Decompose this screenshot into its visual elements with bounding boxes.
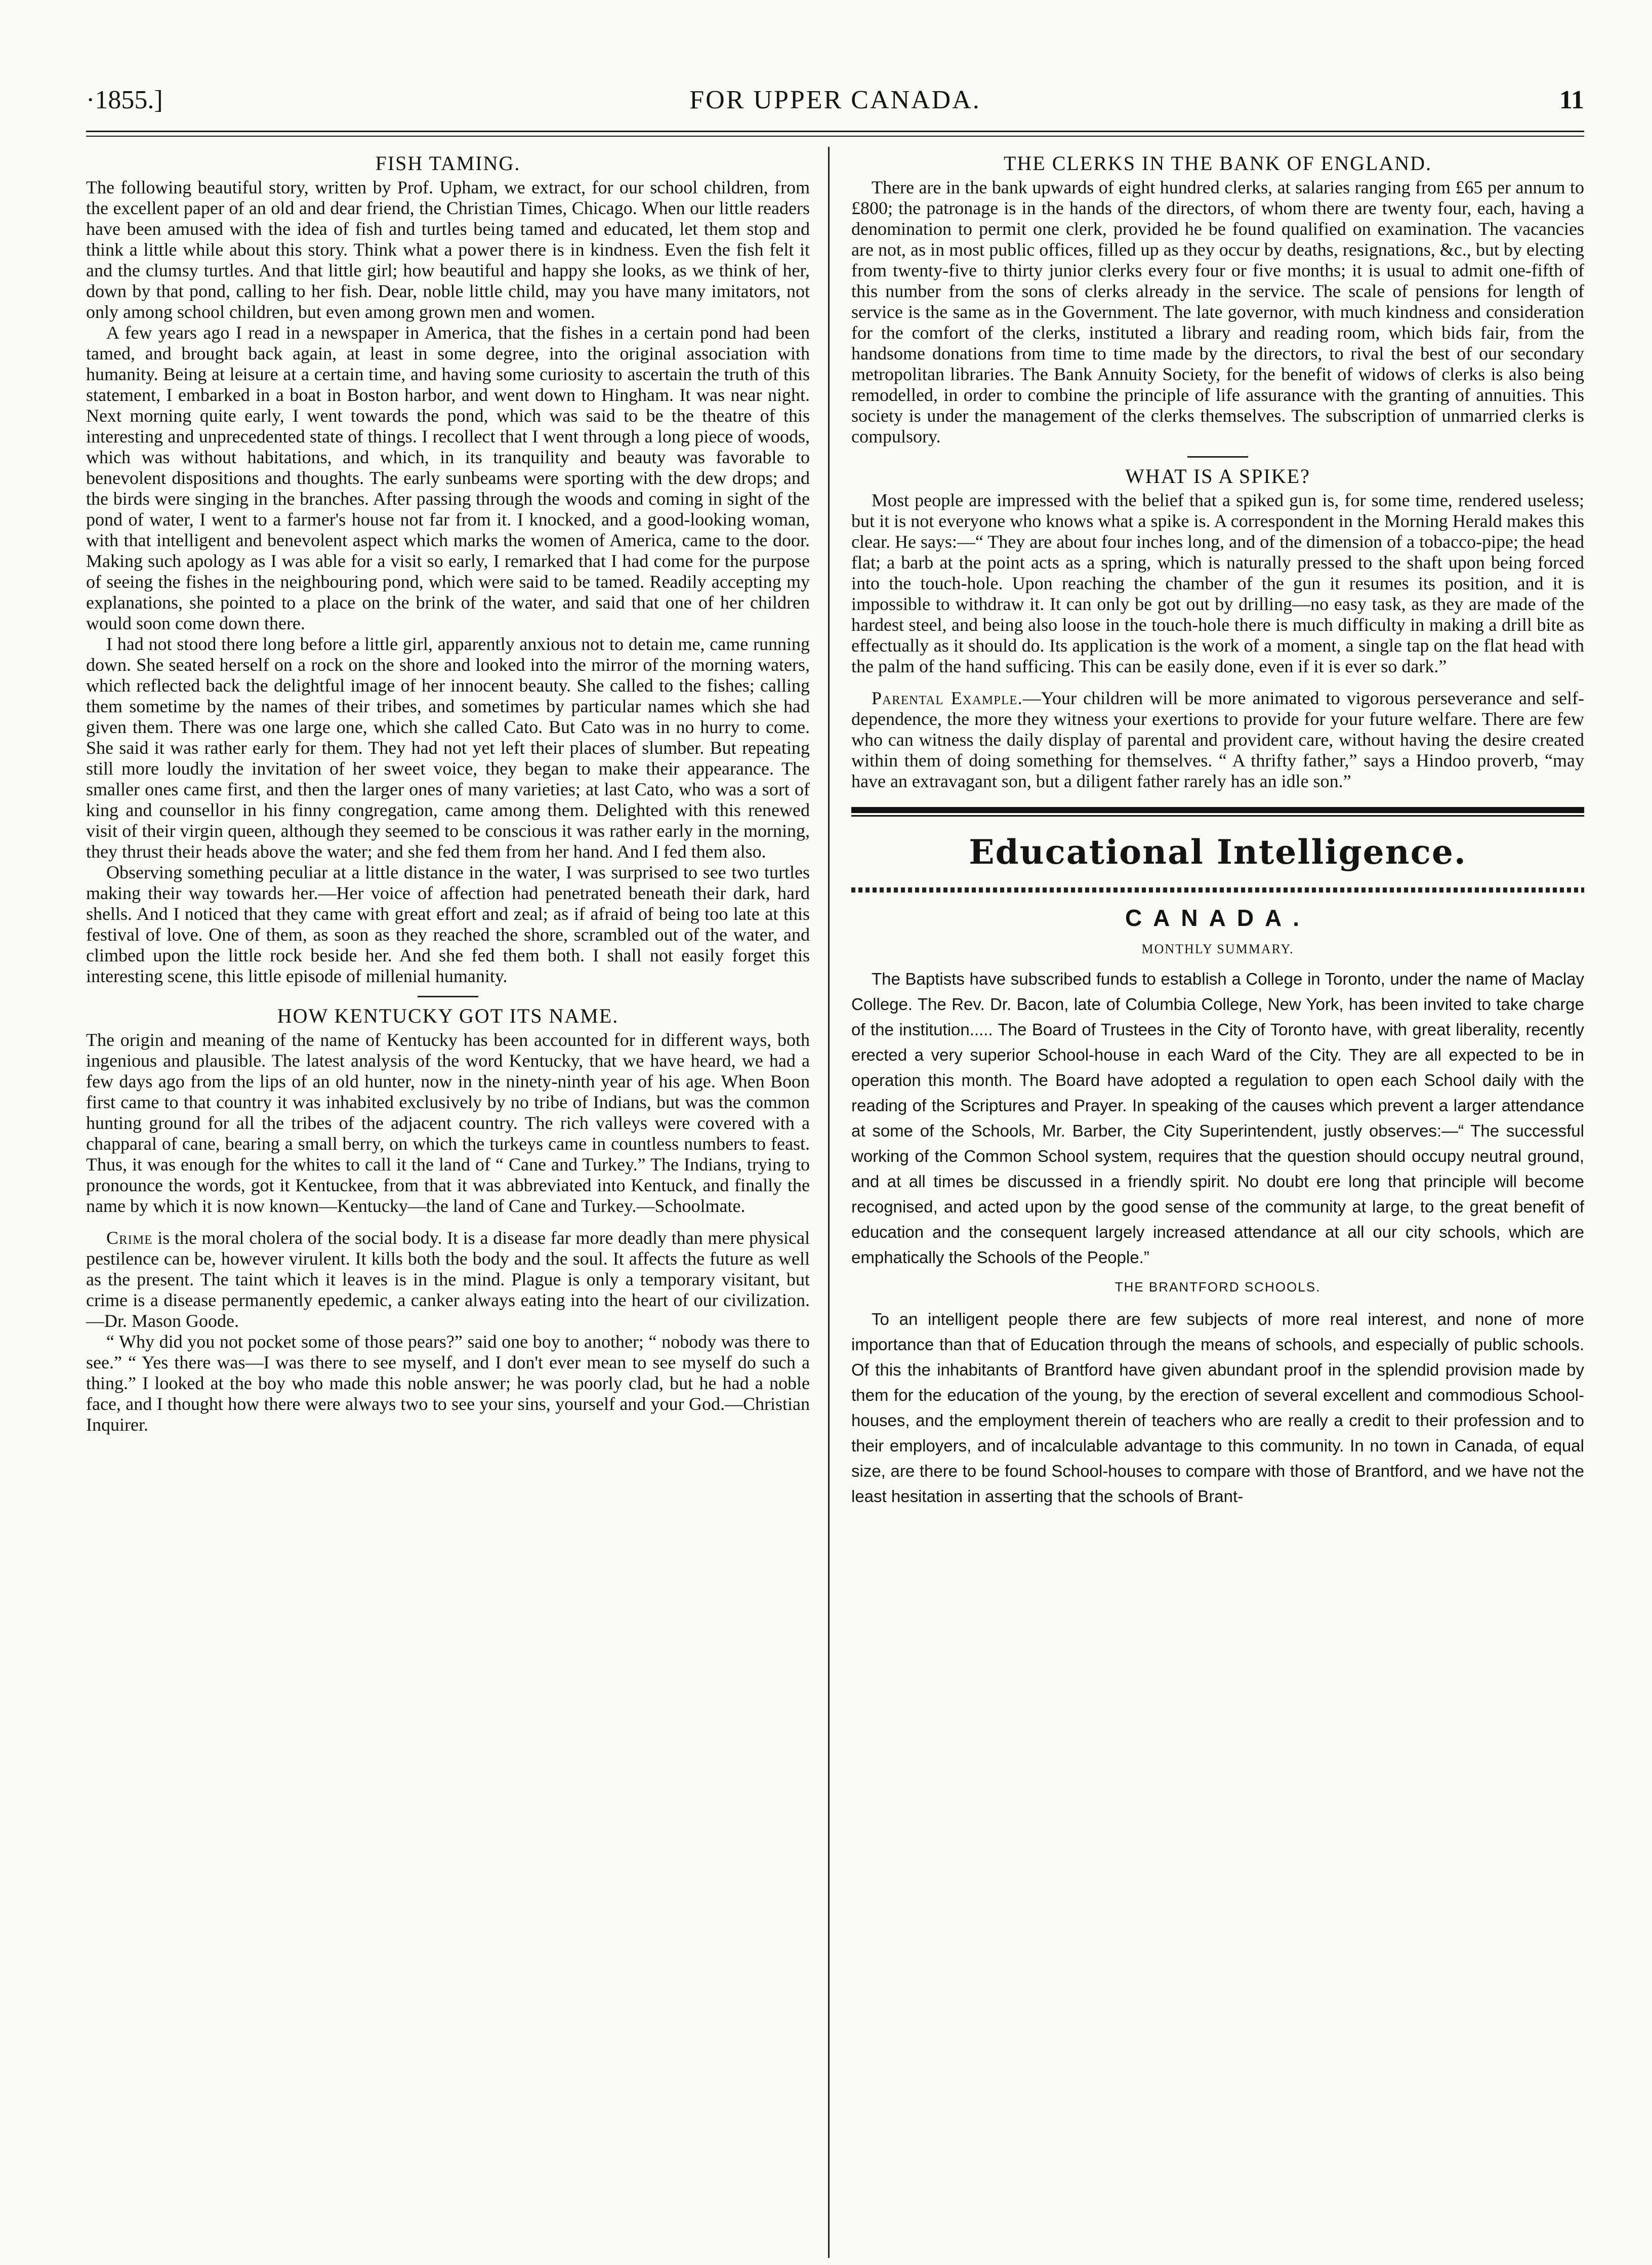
section-rule-thick [851,807,1584,813]
newspaper-page [86,71,1584,2248]
page-header [86,85,1584,120]
header-rule-top [86,131,1584,132]
article-fish-taming [86,152,810,987]
article-paragraph [851,688,1584,792]
article-crime [86,1228,810,1435]
article-paragraph: “ Why did you not pocket some of those pears?” said one boy to another; “ nobody was there to see.” “ Yes there was—I was there to see myself, and I don't ever mean to see myself do such a thing.” I looked at the boy who made this noble answer; he was poorly clad, but he had a noble face, and I thought how there were always two to see your sins, yourself and your God.—Christian Inquirer. [86,1331,810,1435]
subheading-monthly-summary: MONTHLY SUMMARY. [1141,942,1294,956]
section-separator [1187,456,1248,458]
section-rule-thin [851,815,1584,817]
run-in-heading: Crime [106,1228,153,1248]
article-paragraph: Most people are impressed with the belief that a spiked gun is, for some time, rendered useless; but it is not everyone who knows what a spike is. A correspondent in the Morning Herald makes this clear. He says:—“ They are about four inches long, and of the dimension of a tobacco-pipe; the head flat; a barb at the point acts as a spring, which is naturally pressed to the shaft upon being forced into the touch-hole. Upon reaching the chamber of the gun it resumes its position, and it is impossible to withdraw it. It can only be got out by drilling—no easy task, as they are made of the hardest steel, and being also loose in the touch-hole there is much difficulty in making a drill bite as effectually as it should do. Its application is the work of a moment, a single tap on the flat head with the palm of the hand sufficing. This can be easily done, even if it is ever so dark.” [851,490,1584,676]
article-title: THE CLERKS IN THE BANK OF ENGLAND. [1003,152,1432,175]
article-kentucky [86,1004,810,1217]
paragraph-text: is the moral cholera of the social body. It is a disease far more deadly than mere physical pestilence can be, however virulent. It kills both the body and the soul. It affects the future as well as the present. The taint which it leaves is in the mind. Plague is only a temporary visitant, but crime is a disease permanently epedemic, a canker always eating into the heart of our civilization.—Dr. Mason Goode. [86,1228,810,1331]
article-paragraph: The origin and meaning of the name of Kentucky has been accounted for in different ways, both ingenious and plausible. The latest analysis of the word Kentucky, that we have heard, we had a few days ago from the lips of an old hunter, now in the ninety-ninth year of his age. When Boon first came to that country it was inhabited exclusively by no tribe of Indians, but was the common hunting ground for all the tribes of the adjacent country. The rich valleys were covered with a chapparal of cane, bearing a small berry, on which the turkeys came in countless numbers to feast. Thus, it was enough for the whites to call it the land of “ Cane and Turkey.” The Indians, trying to pronounce the words, got it Kentuckee, from that it was abbreviated into Kentuck, and finally the name by which it is now known—Kentucky—the land of Cane and Turkey.—Schoolmate. [86,1030,810,1216]
article-parental-example [851,688,1584,792]
article-paragraph: To an intelligent people there are few subjects of more real interest, and none of more importance than that of Education through the means of schools, and especially of public schools. Of this the inhabitants of Brantford have given abundant proof in the splendid provision made by them for the education of the young, by the erection of several excellent and commodious School-houses, and the employment therein of teachers who are really a credit to their profession and to their employers, and of incalculable advantage to this community. In no town in Canada, of equal size, are there to be found School-houses to compare with those of Brantford, and we have not the least hesitation in asserting that the schools of Brant- [851,1310,1584,1506]
article-paragraph: I had not stood there long before a little girl, apparently anxious not to detain me, came running down. She seated herself on a rock on the shore and looked into the mirror of the morning waters, which reflected back the delightful image of her innocent beauty. She called to the fishes; calling them sometime by the names of their tribes, and sometimes by particular names which she had given them. There was one large one, which she called Cato. But Cato was in no hurry to come. She said it was rather early for them. They had not yet left their places of slumber. But repeating still more loudly the invitation of her sweet voice, they began to make their appearance. The smaller ones came first, and then the larger ones of many varieties; at last Cato, who was a sort of king and counsellor in his finny congregation, came among them. Delighted with this renewed visit of their virgin queen, although they seemed to be conscious it was rather early in the morning, they thrust their heads above the water; and she fed them from her hand. And I fed them also. [86,634,810,862]
article-title: FISH TAMING. [375,152,521,175]
paragraph-text: —Your children will be more animated to vigorous perseverance and self-dependence, the more they witness your exertions to provide for your future welfare. There are few who can witness the daily display of parental and provident care, without having the desire created within them of doing something for themselves. “ A thrifty father,” says a Hindoo proverb, “may have an extravagant son, but a diligent father rarely has an idle son.” [851,688,1584,791]
section-separator [418,996,478,997]
article-paragraph: There are in the bank upwards of eight hundred clerks, at salaries ranging from £65 per annum to £800; the patronage is in the hands of the directors, of whom there are twenty four, each, having a denomination to permit one clerk, provided he be found qualified on examination. The vacancies are not, as in most public offices, filled up as they occur by deaths, resignations, &c., but by electing from twenty-five to thirty junior clerks every four or five months; it is usual to admit one-fifth of this number from the sons of clerks already in the service. The scale of pensions for length of service is the same as in the Government. The late governor, with much kindness and consideration for the comfort of the clerks, instituted a library and reading room, which bids fair, from the handsome donations from time to time made by the directors, to rival the best of our secondary metropolitan libraries. The Bank Annuity Society, for the benefit of widows of clerks is also being remodelled, in order to combine the principle of life assurance with the granting of annuities. This society is under the management of the clerks themselves. The subscription of unmarried clerks is compulsory. [851,177,1584,447]
header-rule-bottom [86,136,1584,137]
article-title: WHAT IS A SPIKE? [1125,465,1310,488]
article-bank-clerks [851,152,1584,447]
article-spike [851,465,1584,677]
section-heading: Educational Intelligence. [969,832,1467,872]
header-title: FOR UPPER CANADA. [689,86,981,114]
article-paragraph [86,1228,810,1331]
article-paragraph: A few years ago I read in a newspaper in America, that the fishes in a certain pond had been tamed, and brought back again, at least in some degree, into the original association with humanity. Being at leisure at a certain time, and having some curiosity to ascertain the truth of this statement, I embarked in a boat in Boston harbor, and went down to Hingham. It was near night. Next morning quite early, I went towards the pond, which was said to be the theatre of this interesting and unprecedented state of things. I recollect that I went through a long piece of woods, which was without habitations, and which, in its tranquility and beauty was favorable to benevolent dispositions and thoughts. The early sunbeams were sporting with the dew drops; and the birds were singing in the branches. After passing through the woods and coming in sight of the pond of water, I went to a farmer's house not far from it. I knocked, and a good-looking woman, with that intelligent and benevolent aspect which marks the women of America, came to the door. Making such apology as I was able for a visit so early, I remarked that I had come for the purpose of seeing the fishes in the neighbouring pond, which were said to be tamed. Readily accepting my explanations, she pointed to a place on the brink of the water, and said that one of her children would soon come down there. [86,322,810,633]
article-paragraph: The following beautiful story, written by Prof. Upham, we extract, for our school children, from the excellent paper of an old and dear friend, the Christian Times, Chicago. When our little readers have been amused with the idea of fish and turtles being tamed and educated, let them stop and think a little while about this story. Think what a power there is in kindness. Even the fish felt it and the clumsy turtles. And that little girl; how beautiful and happy she looks, as we think of her, down by that pond, calling to her fish. Dear, noble little child, may you have many imitators, not only among school children, but even among grown men and women. [86,177,810,322]
article-paragraph: The Baptists have subscribed funds to establish a College in Toronto, under the name of Maclay College. The Rev. Dr. Bacon, late of Columbia College, New York, has been invited to take charge of the institution..... The Board of Trustees in the City of Toronto have, with great liberality, recently erected a very superior School-house in each Ward of the City. They are all expected to be in operation this month. The Board have adopted a regulation to open each School daily with the reading of the Scriptures and Prayer. In speaking of the causes which prevent a larger attendance at some of the Schools, Mr. Barber, the City Superintendent, justly observes:—“ The successful working of the Common School system, requires that the question should occupy neutral ground, and at all times be discussed in a friendly spirit. No doubt ere long that principle will become recognised, and acted upon by the good sense of the community at large, to the great benefit of education and the consequent largely increased attendance at all our city schools, which are emphatically the Schools of the People.” [851,969,1584,1267]
subheading-brantford-schools: THE BRANTFORD SCHOOLS. [1114,1279,1321,1295]
article-paragraph: Observing something peculiar at a little distance in the water, I was surprised to see two turtles making their way towards her.—Her voice of affection had penetrated beneath their dark, hard shells. And I noticed that they came with great effort and zeal; as if afraid of being too late at this festival of love. One of them, as soon as they reached the shore, scrambled out of the water, and climbed upon the little rock beside her. And she fed them both. I shall not easily forget this interesting scene, this little episode of millenial humanity. [86,862,810,986]
run-in-heading: Parental Example. [872,688,1023,708]
wavy-rule [851,887,1584,893]
right-column [851,152,1584,2243]
column-divider [828,147,830,2258]
country-heading: CANADA. [1125,905,1311,931]
educational-intelligence-section [851,807,1584,1509]
page-number: 11 [1559,86,1584,114]
left-column [86,152,810,2243]
article-title: HOW KENTUCKY GOT ITS NAME. [277,1004,619,1027]
header-year: ·1855.] [86,86,163,114]
